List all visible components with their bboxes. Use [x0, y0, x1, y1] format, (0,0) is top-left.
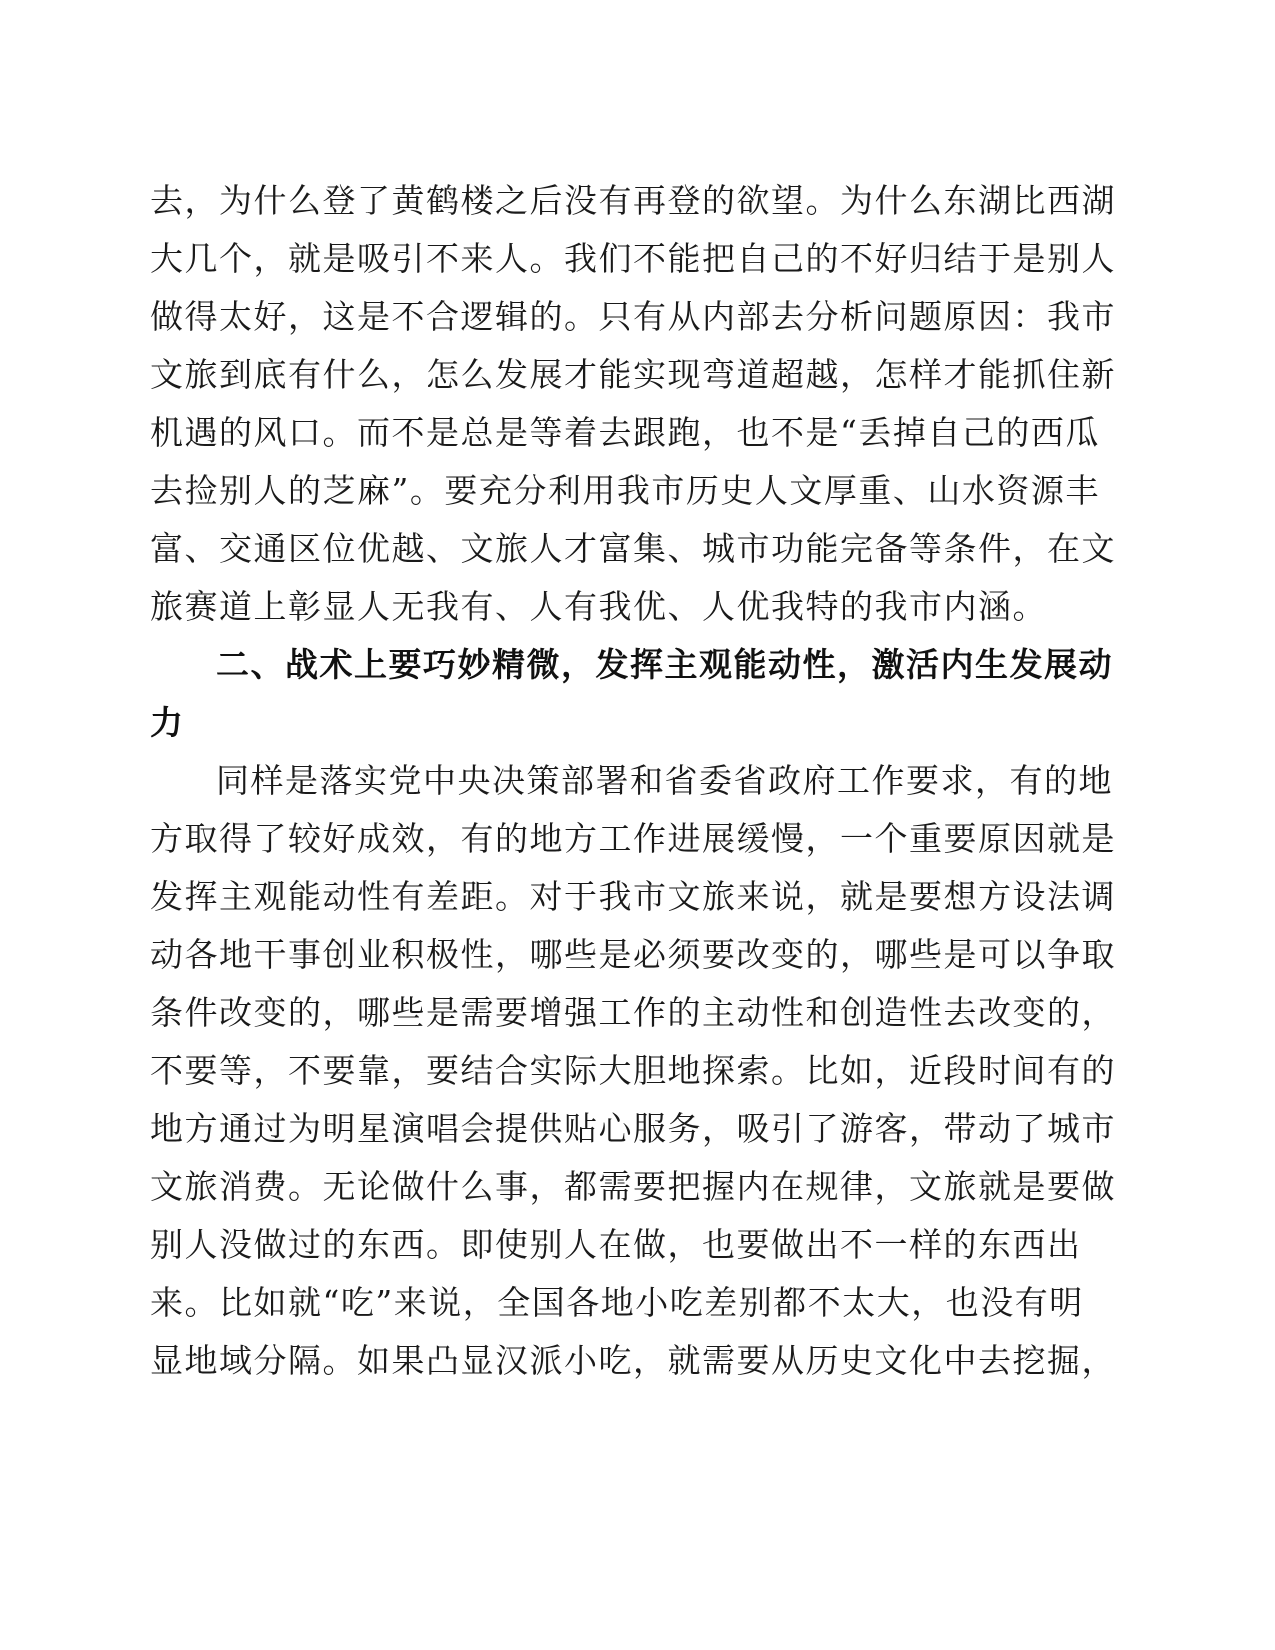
paragraph-line: 不要等，不要靠，要结合实际大胆地探索。比如，近段时间有的: [150, 1051, 1116, 1090]
paragraph-line: 文旅消费。无论做什么事，都需要把握内在规律，文旅就是要做: [150, 1167, 1116, 1206]
paragraph-line: 旅赛道上彰显人无我有、人有我优、人优我特的我市内涵。: [150, 587, 1047, 626]
paragraph-line: 别人没做过的东西。即使别人在做，也要做出不一样的东西出: [150, 1225, 1082, 1264]
paragraph-line: 富、交通区位优越、文旅人才富集、城市功能完备等条件，在文: [150, 529, 1116, 568]
paragraph-line: 同样是落实党中央决策部署和省委省政府工作要求，有的地: [216, 761, 1113, 800]
heading-line: 力: [150, 703, 185, 742]
paragraph-line: 显地域分隔。如果凸显汉派小吃，就需要从历史文化中去挖掘，: [150, 1341, 1116, 1380]
paragraph-2: [150, 752, 1116, 1390]
paragraph-line: 发挥主观能动性有差距。对于我市文旅来说，就是要想方设法调: [150, 877, 1116, 916]
paragraph-1: [150, 172, 1116, 636]
paragraph-line: 地方通过为明星演唱会提供贴心服务，吸引了游客，带动了城市: [150, 1109, 1116, 1148]
paragraph-line: 文旅到底有什么，怎么发展才能实现弯道超越，怎样才能抓住新: [150, 355, 1116, 394]
paragraph-line: 动各地干事创业积极性，哪些是必须要改变的，哪些是可以争取: [150, 935, 1116, 974]
paragraph-line: 条件改变的，哪些是需要增强工作的主动性和创造性去改变的，: [150, 993, 1116, 1032]
heading-line: 二、战术上要巧妙精微，发挥主观能动性，激活内生发展动: [216, 645, 1113, 684]
paragraph-line: 机遇的风口。而不是总是等着去跟跑，也不是“丢掉自己的西瓜: [150, 413, 1100, 452]
paragraph-line: 做得太好，这是不合逻辑的。只有从内部去分析问题原因：我市: [150, 297, 1116, 336]
paragraph-line: 去捡别人的芝麻”。要充分利用我市历史人文厚重、山水资源丰: [150, 471, 1100, 510]
paragraph-line: 去，为什么登了黄鹤楼之后没有再登的欲望。为什么东湖比西湖: [150, 181, 1116, 220]
section-heading: [150, 636, 1113, 752]
paragraph-line: 方取得了较好成效，有的地方工作进展缓慢，一个重要原因就是: [150, 819, 1116, 858]
document-body: [150, 172, 1116, 1390]
paragraph-line: 大几个，就是吸引不来人。我们不能把自己的不好归结于是别人: [150, 239, 1116, 278]
paragraph-line: 来。比如就“吃”来说，全国各地小吃差别都不太大，也没有明: [150, 1283, 1084, 1322]
